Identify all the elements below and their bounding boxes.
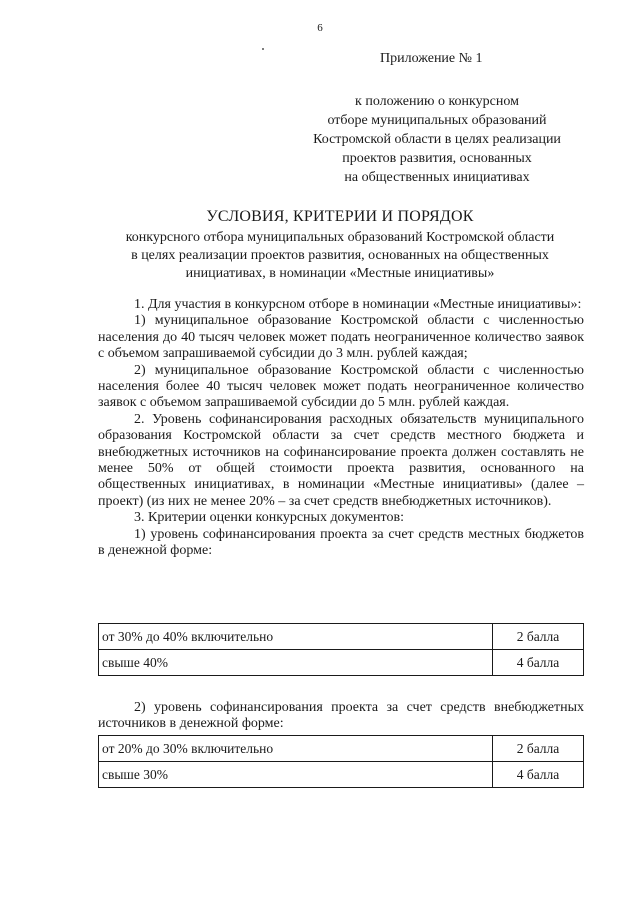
range-cell: от 30% до 40% включительно [99,624,493,650]
scan-speck [262,48,264,50]
table-row [99,650,584,676]
points-cell: 4 балла [493,762,584,788]
document-subtitle [90,229,590,283]
paragraph-3: 3. Критерии оценки конкурсных документов: [134,510,404,526]
document-body [98,297,584,560]
paragraph-3-1: 1) уровень софинансирования проекта за счет средств местных бюджетов в денежной форме: [98,526,584,559]
annex-reference-line: к положению о конкурсном [355,94,519,109]
table-row [99,624,584,650]
paragraph-2: 2. Уровень софинансирования расходных обязательств муниципального образования Костромской области за счет средств местного бюджета и внебюджетных источников на софинансирование проекта должен составлять не менее 50% от общей стоимости проекта развития, основанного на общественных инициативах, в номинации «Местные инициативы» (далее – проект) (из них не менее 20% – за счет средств внебюджетных источников). [98,411,584,509]
local-budget-score-table [98,623,584,676]
points-cell: 2 балла [493,624,584,650]
page-number: 6 [317,22,323,34]
extra-budget-score-table [98,735,584,788]
paragraph-1: 1. Для участия в конкурсном отборе в номинации «Местные инициативы»: [134,297,582,312]
range-cell: свыше 30% [99,762,493,788]
points-cell: 4 балла [493,650,584,676]
document-title: УСЛОВИЯ, КРИТЕРИИ И ПОРЯДОК [206,208,474,225]
table-row [99,762,584,788]
paragraph-1-1: 1) муниципальное образование Костромской области с численностью населения до 40 тысяч человек может подать неограниченное количество заявок с объемом запрашиваемой субсидии до 3 млн. рублей каждая; [98,313,584,362]
table-row [99,736,584,762]
range-cell: от 20% до 30% включительно [99,736,493,762]
paragraph-1-2: 2) муниципальное образование Костромской области с численностью населения более 40 тысяч человек может подать неограниченное количество заявок с объемом запрашиваемой субсидии до 5 млн. рублей каждая. [98,362,584,411]
annex-reference-line: отборе муниципальных образований [327,113,547,128]
paragraph-3-2: 2) уровень софинансирования проекта за счет средств внебюджетных источников в денежной форме: [98,700,584,732]
annex-reference [292,92,582,187]
subtitle-line: в целях реализации проектов развития, основанных на общественных [131,248,549,263]
range-cell: свыше 40% [99,650,493,676]
annex-reference-line: на общественных инициативах [344,170,530,185]
subtitle-line: конкурсного отбора муниципальных образований Костромской области [125,230,555,245]
paragraph-3-2-wrapper [98,700,584,733]
points-cell: 2 балла [493,736,584,762]
annex-reference-line: проектов развития, основанных [342,151,532,166]
subtitle-line: инициативах, в номинации «Местные инициативы» [185,266,495,281]
annex-reference-line: Костромской области в целях реализации [313,132,561,147]
annex-title: Приложение № 1 [380,51,483,66]
